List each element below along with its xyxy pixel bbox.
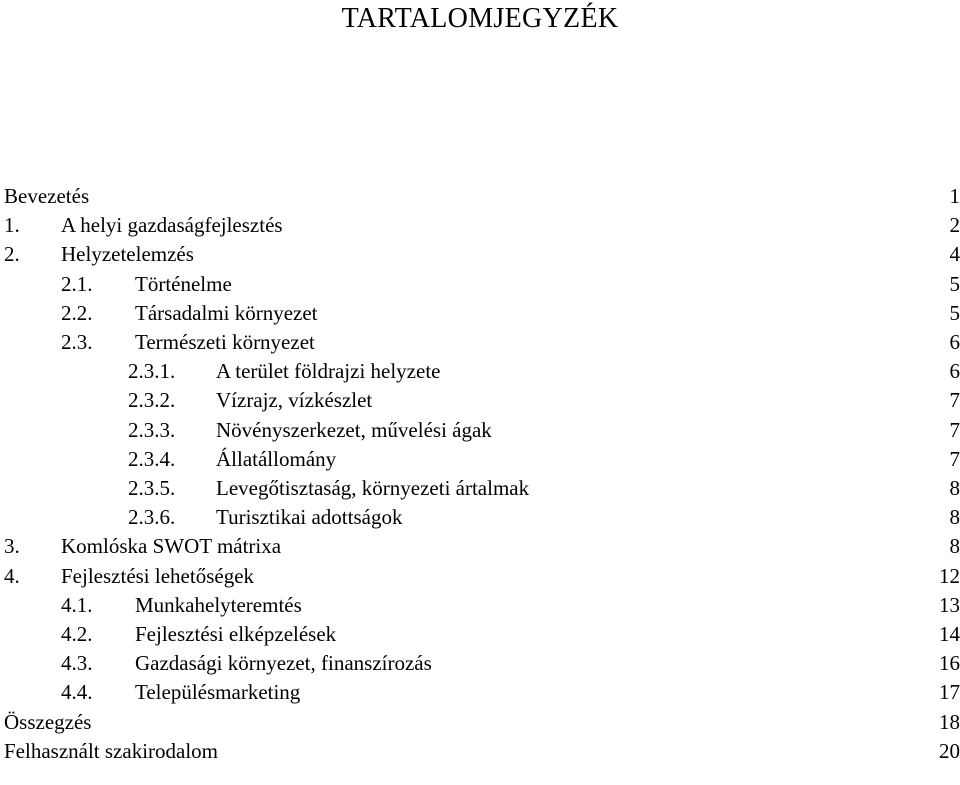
toc-entry-number: 4.3. xyxy=(61,651,93,676)
toc-entry-number: 2.3. xyxy=(61,330,93,354)
toc-entry-page-number: 8 xyxy=(949,534,960,559)
toc-entry[interactable] xyxy=(4,239,960,269)
toc-entry-label: Gazdasági környezet, finanszírozás xyxy=(135,651,432,676)
toc-entry-page-number: 14 xyxy=(939,622,960,646)
toc-entry-label: Fejlesztési elképzelések xyxy=(135,622,337,646)
toc-entry-number: 4. xyxy=(4,563,20,588)
toc-entry-page-number: 8 xyxy=(949,476,960,500)
toc-entry[interactable] xyxy=(4,619,960,649)
toc-entry-label: Társadalmi környezet xyxy=(135,300,318,325)
toc-entry-page-number: 5 xyxy=(949,271,960,296)
toc-entry-label: Felhasznált szakirodalom xyxy=(4,738,219,763)
toc-entry[interactable] xyxy=(4,444,960,474)
toc-entry[interactable] xyxy=(4,531,960,561)
toc-entry-number: 3. xyxy=(4,534,20,559)
toc-entry-page-number: 2 xyxy=(949,213,960,238)
toc-entry-label: A terület földrajzi helyzete xyxy=(216,359,441,384)
toc-entry-page-number: 7 xyxy=(949,388,960,413)
toc-entry[interactable] xyxy=(4,356,960,386)
toc-entry-number: 4.1. xyxy=(61,592,93,617)
toc-entry-label: Turisztikai adottságok xyxy=(216,505,403,530)
toc-entry-number: 2.3.2. xyxy=(128,388,176,413)
toc-entry[interactable] xyxy=(4,590,960,620)
toc-entry[interactable] xyxy=(4,561,960,591)
toc-entry-page-number: 1 xyxy=(949,184,960,208)
toc-entry-page-number: 7 xyxy=(949,417,960,442)
toc-entry-label: Természeti környezet xyxy=(135,330,315,354)
toc-entry-page-number: 7 xyxy=(949,446,960,471)
toc-entry-number: 2.3.6. xyxy=(128,505,176,530)
toc-entry[interactable] xyxy=(4,707,960,737)
toc-entry[interactable] xyxy=(4,736,960,766)
toc-entry-label: Levegőtisztaság, környezeti ártalmak xyxy=(216,476,530,500)
toc-entry-page-number: 6 xyxy=(949,330,960,354)
toc-entry-label: Növényszerkezet, művelési ágak xyxy=(216,417,492,442)
toc-entry[interactable] xyxy=(4,473,960,503)
toc-entry-page-number: 18 xyxy=(939,709,960,734)
toc-entry-page-number: 17 xyxy=(939,680,960,705)
toc-entry-number: 4.2. xyxy=(61,622,93,646)
toc-entry-number: 2.3.5. xyxy=(128,476,176,500)
toc-entry-page-number: 12 xyxy=(939,563,960,588)
toc-entry-page-number: 8 xyxy=(949,505,960,530)
toc-entry-number: 2.2. xyxy=(61,300,93,325)
toc-entry-page-number: 16 xyxy=(939,651,960,676)
toc-entry-label: Összegzés xyxy=(4,709,92,734)
toc-entry-number: 2.3.1. xyxy=(128,359,176,384)
toc-entry-label: Településmarketing xyxy=(135,680,301,705)
toc-entry[interactable] xyxy=(4,502,960,532)
toc-entry[interactable] xyxy=(4,269,960,299)
toc-entry-number: 2. xyxy=(4,242,20,267)
toc-entry-number: 2.1. xyxy=(61,271,93,296)
toc-entry[interactable] xyxy=(4,327,960,357)
toc-entry-number: 2.3.3. xyxy=(128,417,176,442)
toc-entry-page-number: 4 xyxy=(949,242,960,267)
toc-entry-page-number: 13 xyxy=(939,592,960,617)
toc-entry-label: A helyi gazdaságfejlesztés xyxy=(61,213,283,238)
toc-entry[interactable] xyxy=(4,298,960,328)
toc-entry-label: Fejlesztési lehetőségek xyxy=(61,563,255,588)
toc-entry-label: Történelme xyxy=(135,271,232,296)
toc-entry-label: Komlóska SWOT mátrixa xyxy=(61,534,282,559)
toc-entry-number: 4.4. xyxy=(61,680,93,705)
toc-entry-number: 1. xyxy=(4,213,20,238)
toc-entry[interactable] xyxy=(4,677,960,707)
toc-entry[interactable] xyxy=(4,210,960,240)
toc-entry-label: Munkahelyteremtés xyxy=(135,592,302,617)
toc-entry-page-number: 6 xyxy=(949,359,960,384)
toc-entry-label: Vízrajz, vízkészlet xyxy=(216,388,373,413)
toc-entry-number: 2.3.4. xyxy=(128,446,176,471)
toc-entry-label: Állatállomány xyxy=(216,446,337,471)
toc-entry-page-number: 5 xyxy=(949,300,960,325)
toc-entry[interactable] xyxy=(4,415,960,445)
page-title: TARTALOMJEGYZÉK xyxy=(341,3,619,34)
toc-entry[interactable] xyxy=(4,648,960,678)
toc-entry-page-number: 20 xyxy=(939,738,960,763)
toc-entry[interactable] xyxy=(4,385,960,415)
toc-entry-label: Bevezetés xyxy=(4,184,90,208)
toc-entry[interactable] xyxy=(4,181,960,211)
toc-entry-label: Helyzetelemzés xyxy=(61,242,194,267)
